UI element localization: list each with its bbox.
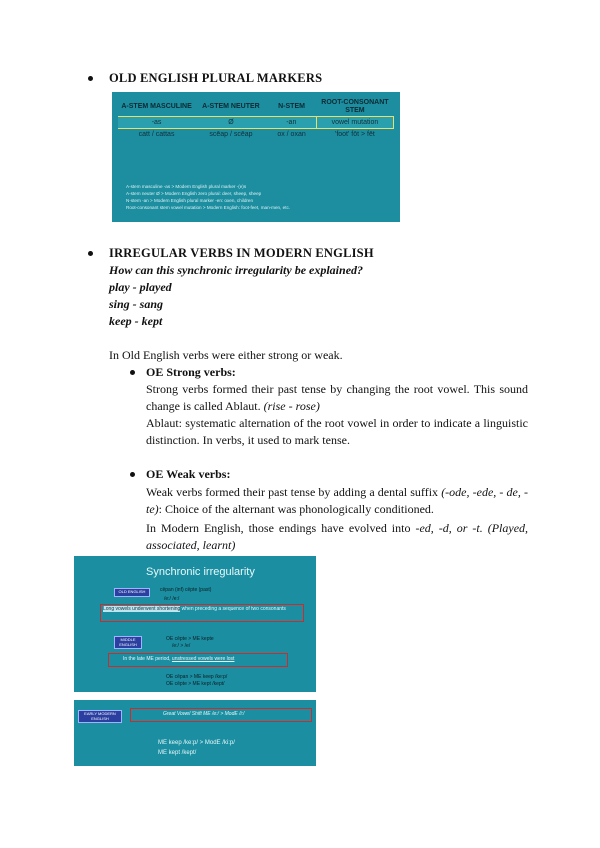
col-header-a-stem-masc: A-STEM MASCULINE (121, 103, 192, 110)
slide-plural-markers (112, 92, 400, 222)
footnote-1: A-stem masculine -as > Modern English plural marker -(e)s (126, 184, 247, 189)
intro-text: In Old English verbs were either strong or weak. (109, 348, 343, 362)
oe-forms: cēpan (inf) cēpte (past) (160, 587, 212, 593)
tag-middle-english: MIDDLE ENGLISH (114, 636, 142, 649)
bullet-strong (130, 370, 135, 375)
footnote-2: A-stem neuter Ø > Modern English zero plural: deer, sheep, sheep (126, 191, 262, 196)
cell-marker-zero: Ø (195, 117, 267, 129)
weak-title: OE Weak verbs: (146, 467, 231, 481)
strong-paragraph-2: Ablaut: systematic alternation of the root vowel in order to indicate a linguistic distinction. In verbs, it used to mark tense. (146, 416, 528, 447)
plural-markers-table (118, 98, 394, 140)
bullet-1 (88, 76, 93, 81)
col-header-a-stem-neut: A-STEM NEUTER (202, 103, 260, 110)
example-keep: keep - kept (109, 314, 163, 328)
strong-title: OE Strong verbs: (146, 365, 236, 379)
result-line-2: OE cēpte > ME kept /kept/ (166, 681, 225, 687)
cell-example-ox: ox / oxan (267, 129, 317, 141)
emode-line-1: ME keep /ke:p/ > ModE /ki:p/ (158, 740, 235, 746)
cell-example-catt: catt / cattas (118, 129, 195, 141)
note-shortening: Long vowels underwent shortening when preceding a sequence of two consonants (100, 604, 304, 622)
tag-early-modern-english: EARLY MODERN ENGLISH (78, 710, 122, 723)
emode-line-2: ME kept /kept/ (158, 750, 197, 756)
example-play: play - played (109, 280, 172, 294)
result-line-1: OE cēpan > ME keep /ke:p/ (166, 674, 228, 680)
cell-marker-an: -an (267, 117, 317, 129)
gvs-box: Great Vowel Shift ME /e:/ > ModE /i:/ (130, 708, 312, 722)
col-header-n-stem: N-STEM (278, 103, 305, 110)
slide-synchronic-irregularity (74, 556, 316, 692)
bullet-2 (88, 251, 93, 256)
slide2-title: Synchronic irregularity (146, 566, 255, 578)
heading-irregular-verbs: IRREGULAR VERBS IN MODERN ENGLISH (109, 246, 374, 260)
col-header-root-consonant: ROOT-CONSONANT STEM (321, 99, 389, 114)
bullet-weak (130, 472, 135, 477)
heading-plural-markers: OLD ENGLISH PLURAL MARKERS (109, 71, 323, 85)
weak-paragraph-1: Weak verbs formed their past tense by adding a dental suffix (-ode, -ede, - de, -te): Choice of the alternant was phonologically conditioned. (146, 485, 528, 516)
me-line-1: OE cēpte > ME kepte (166, 636, 214, 642)
cell-example-sceap: scēap / scēap (195, 129, 267, 141)
example-sing: sing - sang (109, 297, 164, 311)
cell-marker-as: -as (118, 117, 195, 129)
slide-early-modern-english (74, 700, 316, 766)
me-line-2: /e:/ > /e/ (172, 643, 191, 649)
tag-old-english: OLD ENGLISH (114, 588, 150, 597)
cell-example-fot: 'foot' fōt > fēt (316, 129, 393, 141)
cell-marker-mutation: vowel mutation (316, 117, 393, 129)
question: How can this synchronic irregularity be explained? (109, 263, 364, 277)
oe-vowels: /e:/ /e:/ (164, 596, 180, 602)
strong-paragraph-1: Strong verbs formed their past tense by changing the root vowel. This sound change is called Ablaut. (rise - rose) (146, 382, 528, 413)
note-vowel-loss: In the late ME period, unstressed vowels were lost (108, 653, 288, 667)
footnote-4: Root-consonant stem vowel mutation > Modern English: foot-feet, man-men, etc. (126, 205, 291, 210)
weak-paragraph-2: In Modern English, those endings have evolved into -ed, -d, or -t. (Played, associated, learnt) (146, 521, 529, 552)
footnote-3: N-stem -an > Modern English plural marker -en: oxen, children (126, 198, 254, 203)
